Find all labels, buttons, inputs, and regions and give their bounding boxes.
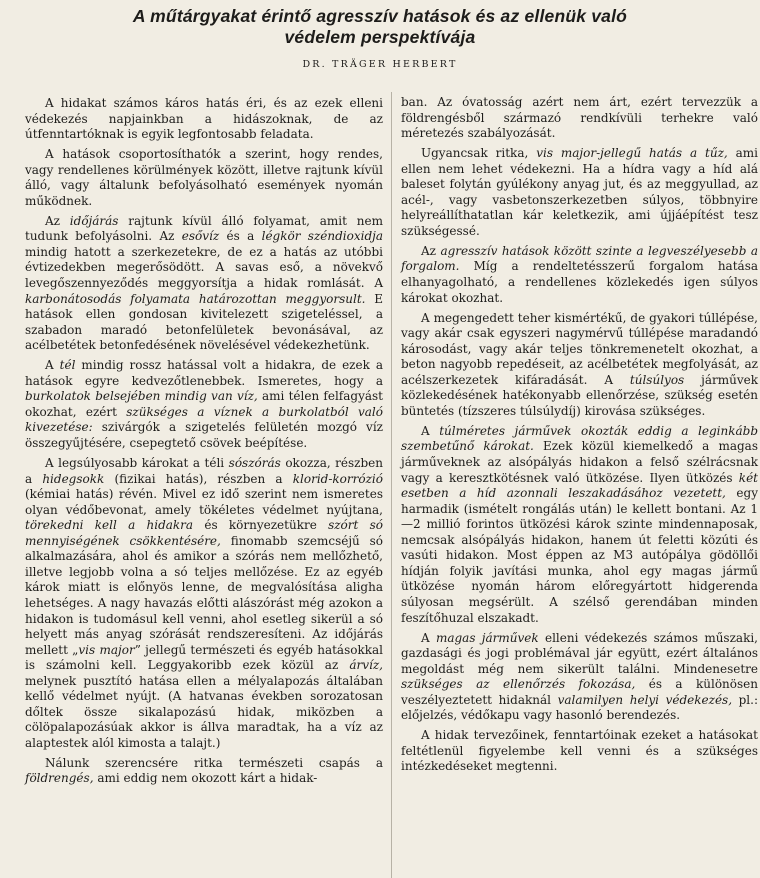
paragraph: [25, 358, 383, 451]
emphasized-text: szükséges az ellenőrzés fokozása,: [401, 677, 636, 692]
emphasized-text: burkolatok belsejében mindig van víz,: [25, 389, 258, 404]
column-divider: [391, 92, 392, 878]
text-run: járművek közlekedésének hatékonyabb ellenőrzése, szükség esetén büntetés (tízszeres túlsúlydíj) kirovása szükséges.: [401, 372, 758, 418]
emphasized-text: klorid-korrózió: [292, 471, 383, 486]
paragraph: [401, 95, 758, 142]
text-run: A hidak tervezőinek, fenntartóinak ezeket a hatásokat feltétlenül figyelembe kell venni és a szükséges intézkedéseket megtenni.: [401, 728, 758, 774]
emphasized-text: törekedni kell a hidakra: [25, 518, 194, 533]
emphasized-text: túlsúlyos: [629, 372, 685, 387]
paragraph: [401, 631, 758, 724]
text-run: okozza, részben a: [25, 456, 384, 486]
text-run: Nálunk szerencsére ritka természeti csapás a: [45, 755, 383, 770]
text-run: és környezetükre: [193, 518, 329, 533]
paragraph: [25, 96, 383, 143]
emphasized-text: földrengés,: [25, 771, 94, 786]
text-run: A hatások csoportosíthatók a szerint, hogy rendes, vagy rendellenes körülmények között, illetve rajtunk kívül álló, vagy általunk befolyásolható események nyomán működnek.: [25, 147, 383, 208]
paragraph: [25, 456, 383, 751]
text-run: Ugyancsak ritka,: [421, 146, 537, 161]
text-run: Míg a rendeltetésszerű forgalom hatása elhanyagolható, a rendellenes közlekedés igen súlyos károkat okozhat.: [401, 259, 758, 305]
emphasized-text: tél: [59, 358, 76, 373]
text-run: ” jellegű természeti és egyéb hatásokkal is számolni kell. Leggyakoribb ezek közül az: [25, 642, 384, 673]
text-run: Az: [421, 243, 441, 258]
text-run: Ezek közül kiemelkedő a magas járműveknek az alsópályás hidakon a felső szélrácsnak vagy a keresztkötésnek való ütközése. Ilyen ütközés: [401, 439, 758, 485]
text-run: A: [45, 358, 60, 373]
emphasized-text: szükséges a víznek a burkolatból való kivezetése:: [25, 404, 383, 435]
emphasized-text: magas járművek: [435, 630, 539, 645]
emphasized-text: árvíz,: [349, 658, 383, 673]
text-run: A: [421, 423, 440, 438]
emphasized-text: vis major: [78, 642, 135, 657]
paragraph: [25, 756, 383, 787]
paragraph: [401, 424, 758, 626]
text-run: pl.: előjelzés, védőkapu vagy hasonló berendezés.: [401, 692, 758, 723]
text-run: E hatások ellen gondosan kivitelezett szigeteléssel, a szabadon maradó betonfelületek bevonásával, az acélbetétek betonfedésének növelésével védekezhetünk.: [25, 291, 383, 353]
text-run: A megengedett teher kismértékű, de gyakori túllépése, vagy akár csak egyszeri nagymérvű túllépése maradandó károsodást, vagy akár teljes tönkremenetelt okozhat, a beton nagyobb repedéseit, az acélbetétek megfolyását, az acélszerkezetek kifáradását. A: [401, 310, 758, 387]
author-byline: DR. TRÄGER HERBERT: [302, 59, 458, 70]
text-run: és a különösen veszélyeztetett hidaknál: [401, 677, 758, 707]
emphasized-text: szórt só mennyiségének csökkentésére,: [25, 518, 383, 548]
emphasized-text: hidegsokk: [42, 471, 105, 486]
text-run: és a: [219, 229, 262, 244]
emphasized-text: agresszív hatások között szinte a legveszélyesebb a forgalom.: [401, 243, 758, 274]
text-run: egy harmadik (ismételt rongálás után) le kellett bontani. Az 1—2 millió forintos ütközési károk szinte mindennaposak, nemcsak alsópályás hidakon, hanem út feletti közúti és vasúti hidakon. Most éppen az M3 autópálya gödöllői hídján folyik javítási munka, ahol egy magas jármű ütközése nyomán három előregyártott hidgerenda súlyosan megsérült. A szélső gerendában minden feszítőhuzal elszakadt.: [401, 486, 758, 625]
paragraph: [401, 728, 758, 775]
right-column: [401, 95, 758, 775]
left-column: [25, 96, 383, 787]
text-run: Az: [45, 213, 70, 228]
emphasized-text: időjárás: [69, 213, 119, 228]
emphasized-text: valamilyen helyi védekezés,: [557, 692, 733, 707]
article-title: [0, 6, 760, 48]
text-run: A hidakat számos káros hatás éri, és az ezek elleni védekezés napjainkban a hidászoknak, de az útfenntartóknak is egyik legfontosabb feladata.: [25, 96, 383, 142]
text-run: A: [421, 630, 436, 645]
title-line-2: védelem perspektívája: [284, 27, 476, 47]
emphasized-text: túlméretes járművek okozták eddig a leginkább szembetűnő károkat.: [401, 423, 759, 454]
paragraph: [401, 146, 758, 239]
title-line-1: A műtárgyakat érintő agresszív hatások és az ellenük való: [132, 6, 628, 26]
emphasized-text: két esetben a híd azonnali leszakadásához vezetett,: [401, 470, 758, 501]
text-run: ami eddig nem okozott kárt a hidak-: [93, 771, 318, 786]
paragraph: [401, 244, 758, 306]
text-run: mindig hatott a szerkezetekre, de ez a hatás az utóbbi évtizedekben megerősödött. A savas eső, a növekvő levegőszennyeződés meggyorsítja a hidak romlását. A: [25, 244, 383, 291]
paragraph: [25, 214, 383, 354]
text-run: (kémiai hatás) révén. Mivel ez idő szerint nem ismeretes olyan védőbevonat, amely tökéletes védelmet nyújtana,: [25, 487, 383, 517]
emphasized-text: légkör széndioxidja: [261, 229, 384, 244]
text-run: szivárgók a szigetelés felületén mozgó víz összegyűjtésére, csepegtető csövek beépítése.: [25, 420, 383, 450]
text-run: (fizikai hatás), részben a: [104, 471, 293, 486]
emphasized-text: karbonátosodás folyamata határozottan meggyorsult.: [25, 291, 366, 306]
text-run: elleni védekezés számos műszaki, gazdasági és jogi problémával jár együtt, ezért általános megoldást még nem sikerült találni. Mindenesetre: [401, 630, 758, 676]
text-run: rajtunk kívül álló folyamat, amit nem tudunk befolyásolni. Az: [25, 213, 383, 244]
emphasized-text: sószórás: [228, 456, 281, 471]
paragraph: [401, 311, 758, 420]
text-run: mindig rossz hatással volt a hidakra, de ezek a hatások egyre kedvezőtlenebbek. Ismeretes, hogy a: [25, 358, 383, 388]
text-run: ban. Az óvatosság azért nem árt, ezért tervezzük a földrengésből származó rendkívüli terhekre való méretezés szabályozását.: [401, 95, 758, 141]
text-run: ami télen felfagyást okozhat, ezért: [25, 389, 383, 419]
paragraph: [25, 147, 383, 209]
text-run: ami ellen nem lehet védekezni. Ha a hídra vagy a híd alá baleset folytán gyúlékony anyag jut, és az meggyullad, az acél-, vagy vasbetonszerkezetben súlyos, többnyire helyreállíthatatlan kár keletkezik, ami újjáépítést tesz szükségessé.: [401, 146, 759, 238]
text-run: A legsúlyosabb károkat a téli: [45, 456, 229, 471]
text-run: melynek pusztító hatása ellen a mélyalapozás általában kellő védelmet nyújt. (A hatvanas években sorozatosan dőltek össze sikalapozású hidak, miközben a cölöpalapozásúak akkor is állva maradtak, ha a víz az alaptestek alól kimosta a talajt.): [25, 673, 383, 750]
text-run: finomabb szemcséjű só alkalmazására, ahol és amikor a szórás nem mellőzhető, illetve legjobb volna a só teljes mellőzése. Ez az egyéb károk miatt is előnyös lenne, de megvalósítása aligha lehetséges. A nagy havazás előtti alászórást még azokon a hidakon is tudomásul kell venni, ahol esetleg sikerül a só helyett más anyag szórását rendszeresíteni. Az időjárás mellett „: [25, 533, 383, 657]
emphasized-text: esővíz: [181, 229, 220, 244]
emphasized-text: vis major-jellegű hatás a tűz,: [536, 146, 728, 161]
